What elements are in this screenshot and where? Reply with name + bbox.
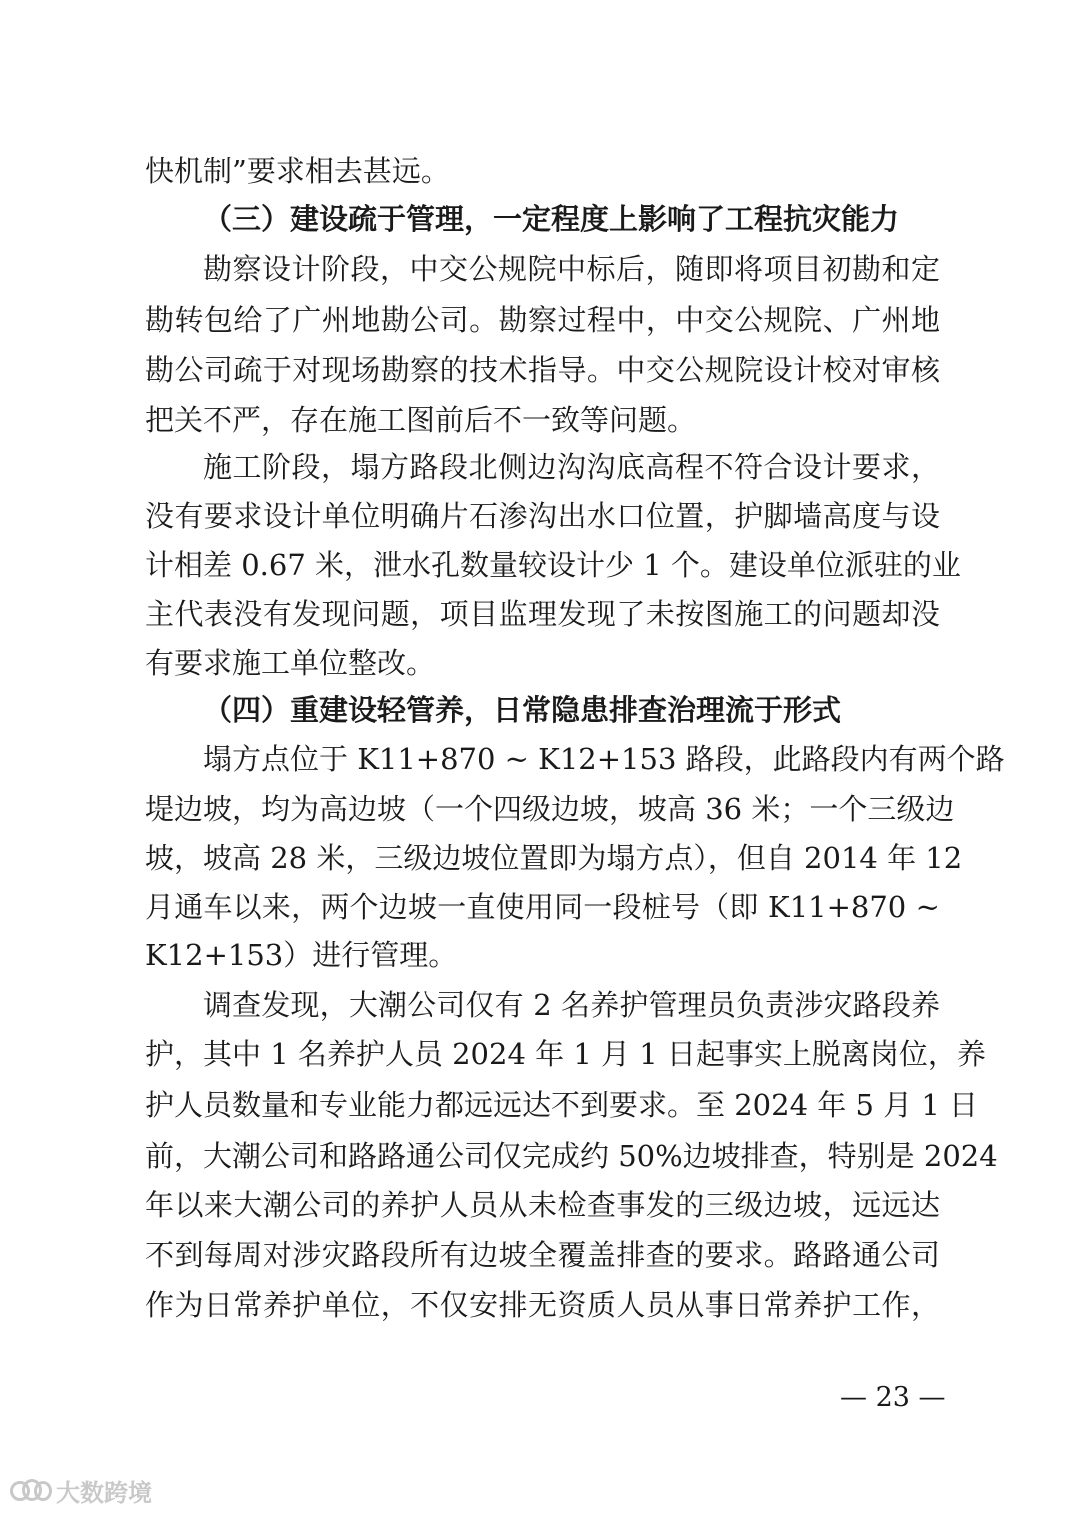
- paragraph-line: 勘公司疏于对现场勘察的技术指导。中交公规院设计校对审核: [145, 353, 940, 387]
- paragraph-line: 调查发现，大潮公司仅有 2 名养护管理员负责涉灾路段养: [203, 988, 940, 1022]
- paragraph-line: 有要求施工单位整改。: [145, 646, 436, 680]
- paragraph-line: 不到每周对涉灾路段所有边坡全覆盖排查的要求。路路通公司: [145, 1238, 940, 1272]
- paragraph-line: 堤边坡，均为高边坡（一个四级边坡，坡高 36 米；一个三级边: [145, 792, 955, 826]
- watermark-text: 大数跨境: [56, 1478, 152, 1507]
- paragraph-line: 把关不严，存在施工图前后不一致等问题。: [145, 403, 697, 437]
- watermark: [10, 1470, 152, 1510]
- paragraph-line: 勘转包给了广州地勘公司。勘察过程中，中交公规院、广州地: [145, 303, 940, 337]
- watermark-logo-icon: [10, 1477, 50, 1503]
- section-heading: （四）重建设轻管养，日常隐患排查治理流于形式: [203, 693, 842, 727]
- paragraph-line: 计相差 0.67 米，泄水孔数量较设计少 1 个。建设单位派驻的业: [145, 548, 961, 582]
- paragraph-line: 塌方点位于 K11+870 ~ K12+153 路段，此路段内有两个路: [203, 742, 1005, 776]
- paragraph-line: 快机制”要求相去甚远。: [145, 154, 450, 188]
- page-number: — 23 —: [840, 1382, 946, 1413]
- paragraph-line: 没有要求设计单位明确片石渗沟出水口位置，护脚墙高度与设: [145, 499, 940, 533]
- paragraph-line: 坡，坡高 28 米，三级边坡位置即为塌方点），但自 2014 年 12: [145, 841, 963, 875]
- paragraph-line: 施工阶段，塌方路段北侧边沟沟底高程不符合设计要求，: [203, 450, 940, 484]
- paragraph-line: 主代表没有发现问题，项目监理发现了未按图施工的问题却没: [145, 597, 940, 631]
- section-heading: （三）建设疏于管理，一定程度上影响了工程抗灾能力: [203, 202, 900, 236]
- paragraph-line: 护人员数量和专业能力都远远达不到要求。至 2024 年 5 月 1 日: [145, 1088, 979, 1122]
- paragraph-line: 护，其中 1 名养护人员 2024 年 1 月 1 日起事实上脱离岗位，养: [145, 1037, 986, 1071]
- paragraph-line: 前，大潮公司和路路通公司仅完成约 50%边坡排查，特别是 2024: [145, 1139, 998, 1173]
- paragraph-line: 年以来大潮公司的养护人员从未检查事发的三级边坡，远远达: [145, 1188, 940, 1222]
- paragraph-line: 月通车以来，两个边坡一直使用同一段桩号（即 K11+870 ~: [145, 890, 940, 924]
- paragraph-line: 作为日常养护单位，不仅安排无资质人员从事日常养护工作，: [145, 1288, 940, 1322]
- paragraph-line: K12+153）进行管理。: [145, 938, 458, 972]
- paragraph-line: 勘察设计阶段，中交公规院中标后，随即将项目初勘和定: [203, 252, 940, 286]
